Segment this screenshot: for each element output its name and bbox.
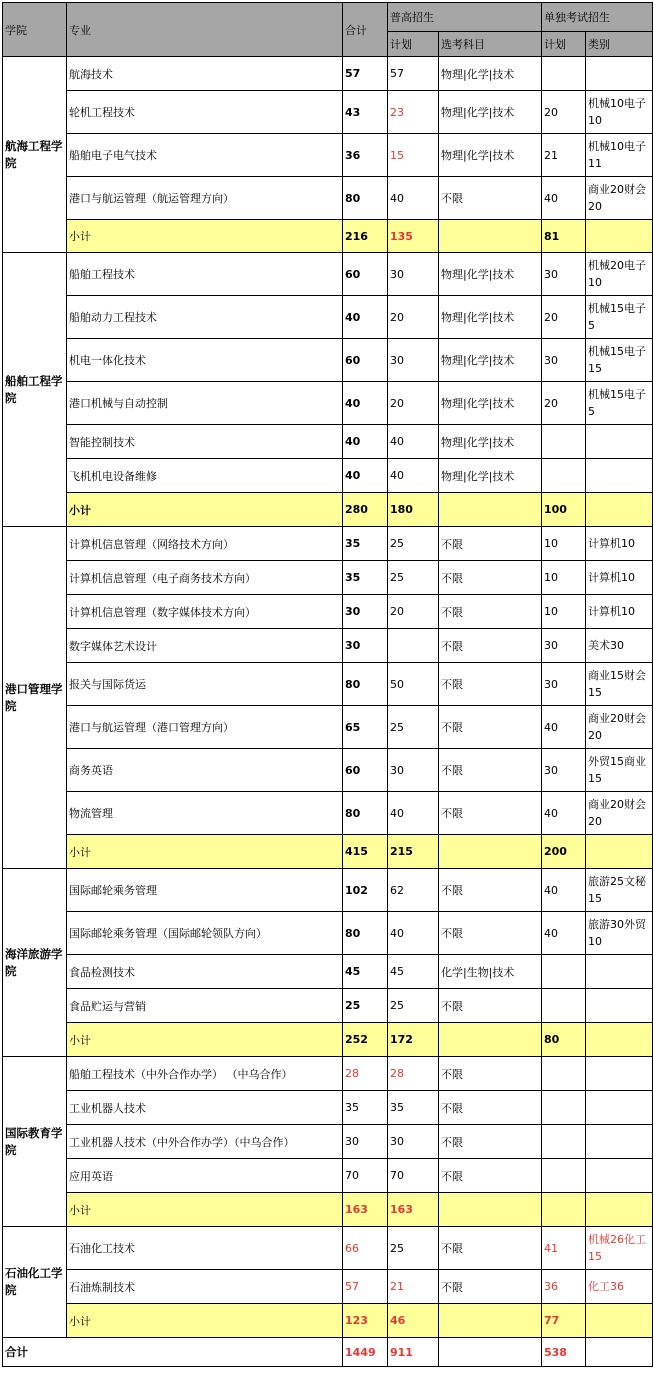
separate-category: 机械10电子10 [586,91,653,134]
separate-plan: 30 [542,749,586,792]
major-name: 数字媒体艺术设计 [67,629,343,663]
separate-plan: 20 [542,382,586,425]
major-name: 国际邮轮乘务管理 [67,869,343,912]
subtotal-label: 小计 [67,1023,343,1057]
separate-category: 商业15财会15 [586,663,653,706]
major-total: 30 [343,1125,388,1159]
major-total: 45 [343,955,388,989]
major-total: 40 [343,459,388,493]
major-name: 工业机器人技术（中外合作办学）（中乌合作） [67,1125,343,1159]
major-name: 船舶工程技术（中外合作办学） （中乌合作） [67,1057,343,1091]
general-plan: 25 [388,527,439,561]
subtotal-empty [586,835,653,869]
general-plan: 23 [388,91,439,134]
enrollment-plan-table [2,2,653,1367]
general-subjects: 不限 [439,177,542,220]
general-subjects: 物理|化学|技术 [439,382,542,425]
separate-plan [542,955,586,989]
major-name: 智能控制技术 [67,425,343,459]
major-total: 60 [343,253,388,296]
subtotal-general-plan: 180 [388,493,439,527]
general-plan: 30 [388,1125,439,1159]
subtotal-row [3,493,653,527]
subtotal-row [3,220,653,253]
major-total: 40 [343,425,388,459]
header-separate-plan: 计划 [542,32,586,57]
major-name: 港口机械与自动控制 [67,382,343,425]
major-total: 70 [343,1159,388,1193]
general-plan: 15 [388,134,439,177]
table-row [3,57,653,91]
general-subjects: 物理|化学|技术 [439,134,542,177]
subtotal-separate-plan: 77 [542,1304,586,1338]
general-plan: 25 [388,706,439,749]
major-total: 35 [343,1091,388,1125]
separate-category: 商业20财会20 [586,706,653,749]
major-total: 57 [343,1270,388,1304]
subtotal-total: 123 [343,1304,388,1338]
general-subjects: 物理|化学|技术 [439,253,542,296]
subtotal-general-plan: 163 [388,1193,439,1227]
subtotal-total: 163 [343,1193,388,1227]
subtotal-total: 280 [343,493,388,527]
general-subjects: 物理|化学|技术 [439,459,542,493]
header-total: 合计 [343,3,388,57]
major-name: 船舶工程技术 [67,253,343,296]
college-name: 石油化工学院 [3,1227,67,1338]
separate-category [586,1125,653,1159]
general-plan: 45 [388,955,439,989]
general-subjects: 不限 [439,561,542,595]
separate-category: 化工36 [586,1270,653,1304]
subtotal-empty [586,220,653,253]
table-row [3,425,653,459]
header-school: 学院 [3,3,67,57]
separate-plan: 40 [542,706,586,749]
separate-category: 美术30 [586,629,653,663]
subtotal-general-plan: 135 [388,220,439,253]
table-row [3,177,653,220]
general-plan: 62 [388,869,439,912]
header-general-subjects: 选考科目 [439,32,542,57]
subtotal-label: 小计 [67,493,343,527]
table-row [3,296,653,339]
table-row [3,989,653,1023]
grand-total-row [3,1338,653,1367]
major-name: 飞机机电设备维修 [67,459,343,493]
major-total: 80 [343,177,388,220]
separate-plan: 30 [542,253,586,296]
table-row [3,253,653,296]
separate-plan: 21 [542,134,586,177]
general-subjects: 不限 [439,912,542,955]
subtotal-empty [586,1193,653,1227]
general-subjects: 不限 [439,1159,542,1193]
separate-category: 机械10电子11 [586,134,653,177]
major-name: 计算机信息管理（数字媒体技术方向） [67,595,343,629]
separate-plan: 40 [542,869,586,912]
general-plan: 25 [388,561,439,595]
separate-category: 商业20财会20 [586,792,653,835]
major-total: 80 [343,663,388,706]
grand-total-empty [586,1338,653,1367]
major-name: 航海技术 [67,57,343,91]
major-total: 36 [343,134,388,177]
general-plan: 30 [388,749,439,792]
table-row [3,1159,653,1193]
subtotal-empty [439,1023,542,1057]
major-name: 轮机工程技术 [67,91,343,134]
separate-category [586,1091,653,1125]
table-row [3,1227,653,1270]
general-subjects: 不限 [439,706,542,749]
general-subjects: 物理|化学|技术 [439,339,542,382]
subtotal-empty [439,1193,542,1227]
separate-plan: 30 [542,629,586,663]
separate-plan: 40 [542,792,586,835]
general-subjects: 不限 [439,749,542,792]
major-total: 35 [343,527,388,561]
table-row [3,792,653,835]
general-subjects: 不限 [439,989,542,1023]
general-plan: 70 [388,1159,439,1193]
separate-plan: 30 [542,663,586,706]
table-row [3,527,653,561]
table-row [3,869,653,912]
separate-plan: 30 [542,339,586,382]
separate-plan: 10 [542,595,586,629]
general-subjects: 化学|生物|技术 [439,955,542,989]
subtotal-row [3,1023,653,1057]
subtotal-empty [439,220,542,253]
separate-plan: 41 [542,1227,586,1270]
major-name: 食品贮运与营销 [67,989,343,1023]
separate-category: 商业20财会20 [586,177,653,220]
separate-category: 机械26化工15 [586,1227,653,1270]
general-plan: 25 [388,1227,439,1270]
separate-category: 计算机10 [586,595,653,629]
general-subjects: 不限 [439,1270,542,1304]
major-name: 食品检测技术 [67,955,343,989]
general-plan: 28 [388,1057,439,1091]
college-name: 海洋旅游学院 [3,869,67,1057]
separate-category: 计算机10 [586,561,653,595]
general-plan: 20 [388,296,439,339]
general-subjects: 不限 [439,1057,542,1091]
general-plan: 40 [388,792,439,835]
separate-plan: 40 [542,177,586,220]
separate-plan [542,1057,586,1091]
grand-total-label: 合计 [3,1338,343,1367]
college-name: 港口管理学院 [3,527,67,869]
general-plan: 40 [388,912,439,955]
table-row [3,91,653,134]
grand-total-separate-plan: 538 [542,1338,586,1367]
subtotal-separate-plan: 81 [542,220,586,253]
subtotal-total: 415 [343,835,388,869]
table-row [3,1125,653,1159]
grand-total-total: 1449 [343,1338,388,1367]
subtotal-label: 小计 [67,835,343,869]
subtotal-total: 216 [343,220,388,253]
table-row [3,459,653,493]
general-plan: 50 [388,663,439,706]
major-name: 石油化工技术 [67,1227,343,1270]
major-total: 30 [343,595,388,629]
table-row [3,1057,653,1091]
general-plan: 35 [388,1091,439,1125]
separate-plan: 40 [542,912,586,955]
table-row [3,561,653,595]
major-name: 物流管理 [67,792,343,835]
general-subjects: 不限 [439,1091,542,1125]
subtotal-general-plan: 172 [388,1023,439,1057]
general-subjects: 不限 [439,1125,542,1159]
major-total: 80 [343,792,388,835]
major-name: 工业机器人技术 [67,1091,343,1125]
general-subjects: 不限 [439,869,542,912]
general-plan: 20 [388,382,439,425]
general-subjects: 不限 [439,792,542,835]
separate-category: 机械15电子5 [586,296,653,339]
separate-category [586,1159,653,1193]
major-total: 25 [343,989,388,1023]
table-row [3,706,653,749]
major-total: 80 [343,912,388,955]
general-plan: 20 [388,595,439,629]
separate-category [586,425,653,459]
separate-category: 机械15电子15 [586,339,653,382]
separate-category: 外贸15商业15 [586,749,653,792]
general-plan: 40 [388,425,439,459]
general-plan: 25 [388,989,439,1023]
separate-plan: 36 [542,1270,586,1304]
separate-category [586,459,653,493]
major-total: 57 [343,57,388,91]
general-subjects: 不限 [439,1227,542,1270]
separate-plan [542,1125,586,1159]
major-total: 40 [343,382,388,425]
general-plan: 30 [388,339,439,382]
major-total: 30 [343,629,388,663]
separate-category: 机械15电子5 [586,382,653,425]
major-name: 港口与航运管理（港口管理方向） [67,706,343,749]
major-total: 43 [343,91,388,134]
major-name: 国际邮轮乘务管理（国际邮轮领队方向） [67,912,343,955]
general-subjects: 物理|化学|技术 [439,91,542,134]
major-name: 计算机信息管理（电子商务技术方向） [67,561,343,595]
subtotal-label: 小计 [67,1193,343,1227]
table-row [3,749,653,792]
separate-plan: 20 [542,296,586,339]
major-name: 船舶电子电气技术 [67,134,343,177]
subtotal-empty [586,1304,653,1338]
subtotal-separate-plan: 200 [542,835,586,869]
general-plan: 30 [388,253,439,296]
separate-plan [542,425,586,459]
separate-category: 计算机10 [586,527,653,561]
subtotal-row [3,1304,653,1338]
separate-category: 旅游30外贸10 [586,912,653,955]
subtotal-row [3,1193,653,1227]
separate-category [586,989,653,1023]
separate-plan [542,989,586,1023]
major-total: 102 [343,869,388,912]
table-row [3,339,653,382]
subtotal-separate-plan: 80 [542,1023,586,1057]
major-name: 商务英语 [67,749,343,792]
general-subjects: 不限 [439,629,542,663]
major-total: 65 [343,706,388,749]
major-total: 66 [343,1227,388,1270]
subtotal-empty [586,493,653,527]
header-separate-category: 类别 [586,32,653,57]
subtotal-empty [439,493,542,527]
major-total: 28 [343,1057,388,1091]
separate-plan: 10 [542,527,586,561]
major-name: 应用英语 [67,1159,343,1193]
subtotal-total: 252 [343,1023,388,1057]
major-name: 计算机信息管理（网络技术方向） [67,527,343,561]
major-name: 石油炼制技术 [67,1270,343,1304]
table-row [3,382,653,425]
general-subjects: 不限 [439,663,542,706]
subtotal-separate-plan: 100 [542,493,586,527]
college-name: 航海工程学院 [3,57,67,253]
separate-category [586,57,653,91]
general-subjects: 物理|化学|技术 [439,57,542,91]
general-subjects: 物理|化学|技术 [439,296,542,339]
major-total: 40 [343,296,388,339]
major-total: 35 [343,561,388,595]
separate-plan: 10 [542,561,586,595]
general-subjects: 不限 [439,595,542,629]
subtotal-label: 小计 [67,220,343,253]
separate-plan [542,1091,586,1125]
header-general-plan: 计划 [388,32,439,57]
table-row [3,134,653,177]
separate-plan [542,459,586,493]
table-row [3,955,653,989]
subtotal-row [3,835,653,869]
header-general: 普高招生 [388,3,542,32]
subtotal-label: 小计 [67,1304,343,1338]
major-name: 机电一体化技术 [67,339,343,382]
subtotal-separate-plan [542,1193,586,1227]
separate-plan [542,1159,586,1193]
college-name: 船舶工程学院 [3,253,67,527]
general-plan: 40 [388,459,439,493]
separate-plan: 20 [542,91,586,134]
table-row [3,1270,653,1304]
general-plan: 57 [388,57,439,91]
subtotal-empty [439,835,542,869]
separate-category: 机械20电子10 [586,253,653,296]
major-name: 港口与航运管理（航运管理方向） [67,177,343,220]
separate-category [586,1057,653,1091]
separate-plan [542,57,586,91]
general-plan [388,629,439,663]
general-plan: 40 [388,177,439,220]
major-name: 报关与国际货运 [67,663,343,706]
table-row [3,912,653,955]
header-major: 专业 [67,3,343,57]
subtotal-empty [586,1023,653,1057]
general-subjects: 物理|化学|技术 [439,425,542,459]
major-total: 60 [343,749,388,792]
general-plan: 21 [388,1270,439,1304]
major-total: 60 [343,339,388,382]
subtotal-general-plan: 215 [388,835,439,869]
separate-category [586,955,653,989]
grand-total-empty [439,1338,542,1367]
general-subjects: 不限 [439,527,542,561]
table-body [3,57,653,1367]
table-row [3,1091,653,1125]
table-row [3,629,653,663]
major-name: 船舶动力工程技术 [67,296,343,339]
subtotal-general-plan: 46 [388,1304,439,1338]
header-separate: 单独考试招生 [542,3,653,32]
table-row [3,595,653,629]
grand-total-general-plan: 911 [388,1338,439,1367]
table-row [3,663,653,706]
subtotal-empty [439,1304,542,1338]
separate-category: 旅游25文秘15 [586,869,653,912]
college-name: 国际教育学院 [3,1057,67,1227]
